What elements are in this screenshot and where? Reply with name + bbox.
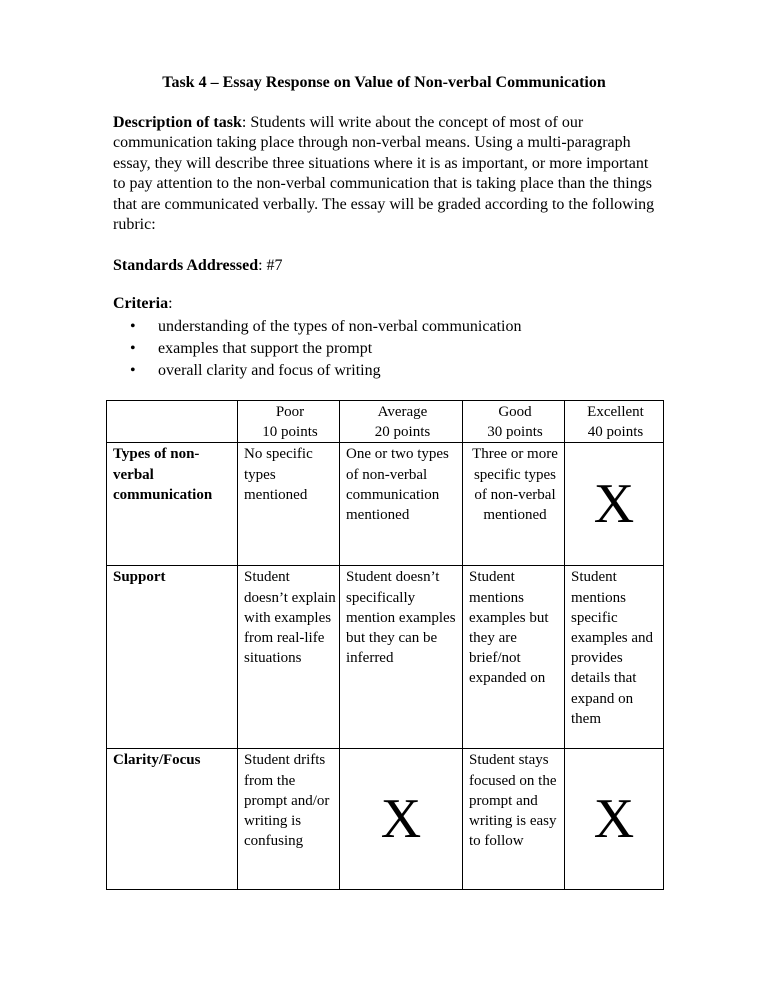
rubric-row-clarity xyxy=(107,749,664,890)
rubric-col-poor xyxy=(238,401,340,443)
rubric-col-level: Excellent xyxy=(587,404,644,420)
criteria-item: • understanding of the types of non-verbal communication xyxy=(130,316,521,338)
rubric-criterion: Support xyxy=(107,566,238,749)
standards-label: Standards Addressed xyxy=(113,257,259,274)
rubric-row-support xyxy=(107,566,664,749)
criteria-label: Criteria xyxy=(113,295,169,312)
rubric-corner-cell xyxy=(107,401,238,443)
rubric-cell: No specific types mentioned xyxy=(238,443,340,566)
rubric-criterion: Clarity/Focus xyxy=(107,749,238,890)
rubric-col-points: 30 points xyxy=(487,424,543,441)
criteria-list xyxy=(130,316,521,382)
criteria-item: • overall clarity and focus of writing xyxy=(130,360,521,382)
rubric-cell: Student drifts from the prompt and/or writing is confusing xyxy=(238,749,340,890)
rubric-col-points: 10 points xyxy=(262,424,318,441)
rubric-cell: Student doesn’t explain with examples from real-life situations xyxy=(238,566,340,749)
rubric-row-types xyxy=(107,443,664,566)
description-label: Description of task xyxy=(113,114,242,131)
rubric-cell: Student mentions specific examples and provides details that expand on them xyxy=(565,566,664,749)
description-text: : Students will write about the concept of most of our communication taking place through non-verbal means. Using a multi-paragraph essay, they will describe three situations where it is as important, or more important to pay attention to the non-verbal communication that is taking place than the things that are communicated verbally. The essay will be graded according to the following rubric: xyxy=(113,114,655,234)
rubric-cell: Three or more specific types of non-verbal mentioned xyxy=(463,443,565,566)
rubric-header-row xyxy=(107,401,664,443)
page-title: Task 4 – Essay Response on Value of Non-verbal Communication xyxy=(162,74,606,91)
rubric-cell: Student stays focused on the prompt and writing is easy to follow xyxy=(463,749,565,890)
rubric-criterion: Types of non-verbal communication xyxy=(107,443,238,566)
standards-addressed xyxy=(113,256,283,276)
criteria-item: • examples that support the prompt xyxy=(130,338,521,360)
criteria-suffix: : xyxy=(168,295,173,312)
rubric-cell-excellent xyxy=(565,443,664,566)
rubric-col-points: 20 points xyxy=(374,424,431,441)
rubric-col-points: 40 points xyxy=(587,424,644,441)
rubric-cell-excellent xyxy=(565,749,664,890)
rubric-table xyxy=(106,400,664,890)
not-applicable-x-mark: X xyxy=(593,473,635,536)
rubric-cell: Student doesn’t specifically mention examples but they can be inferred xyxy=(340,566,463,749)
rubric-cell-average xyxy=(340,749,463,890)
not-applicable-x-mark: X xyxy=(593,788,635,851)
task-description xyxy=(113,113,658,235)
rubric-col-good xyxy=(463,401,565,443)
rubric-col-average xyxy=(340,401,463,443)
rubric-col-level: Good xyxy=(498,404,532,420)
rubric-col-excellent xyxy=(565,401,664,443)
rubric-col-level: Poor xyxy=(275,404,305,420)
not-applicable-x-mark: X xyxy=(380,788,422,851)
standards-value: : #7 xyxy=(258,257,283,274)
rubric-cell: One or two types of non-verbal communication mentioned xyxy=(340,443,463,566)
rubric-cell: Student mentions examples but they are brief/not expanded on xyxy=(463,566,565,749)
criteria-heading xyxy=(113,294,173,314)
rubric-col-level: Average xyxy=(377,404,428,420)
